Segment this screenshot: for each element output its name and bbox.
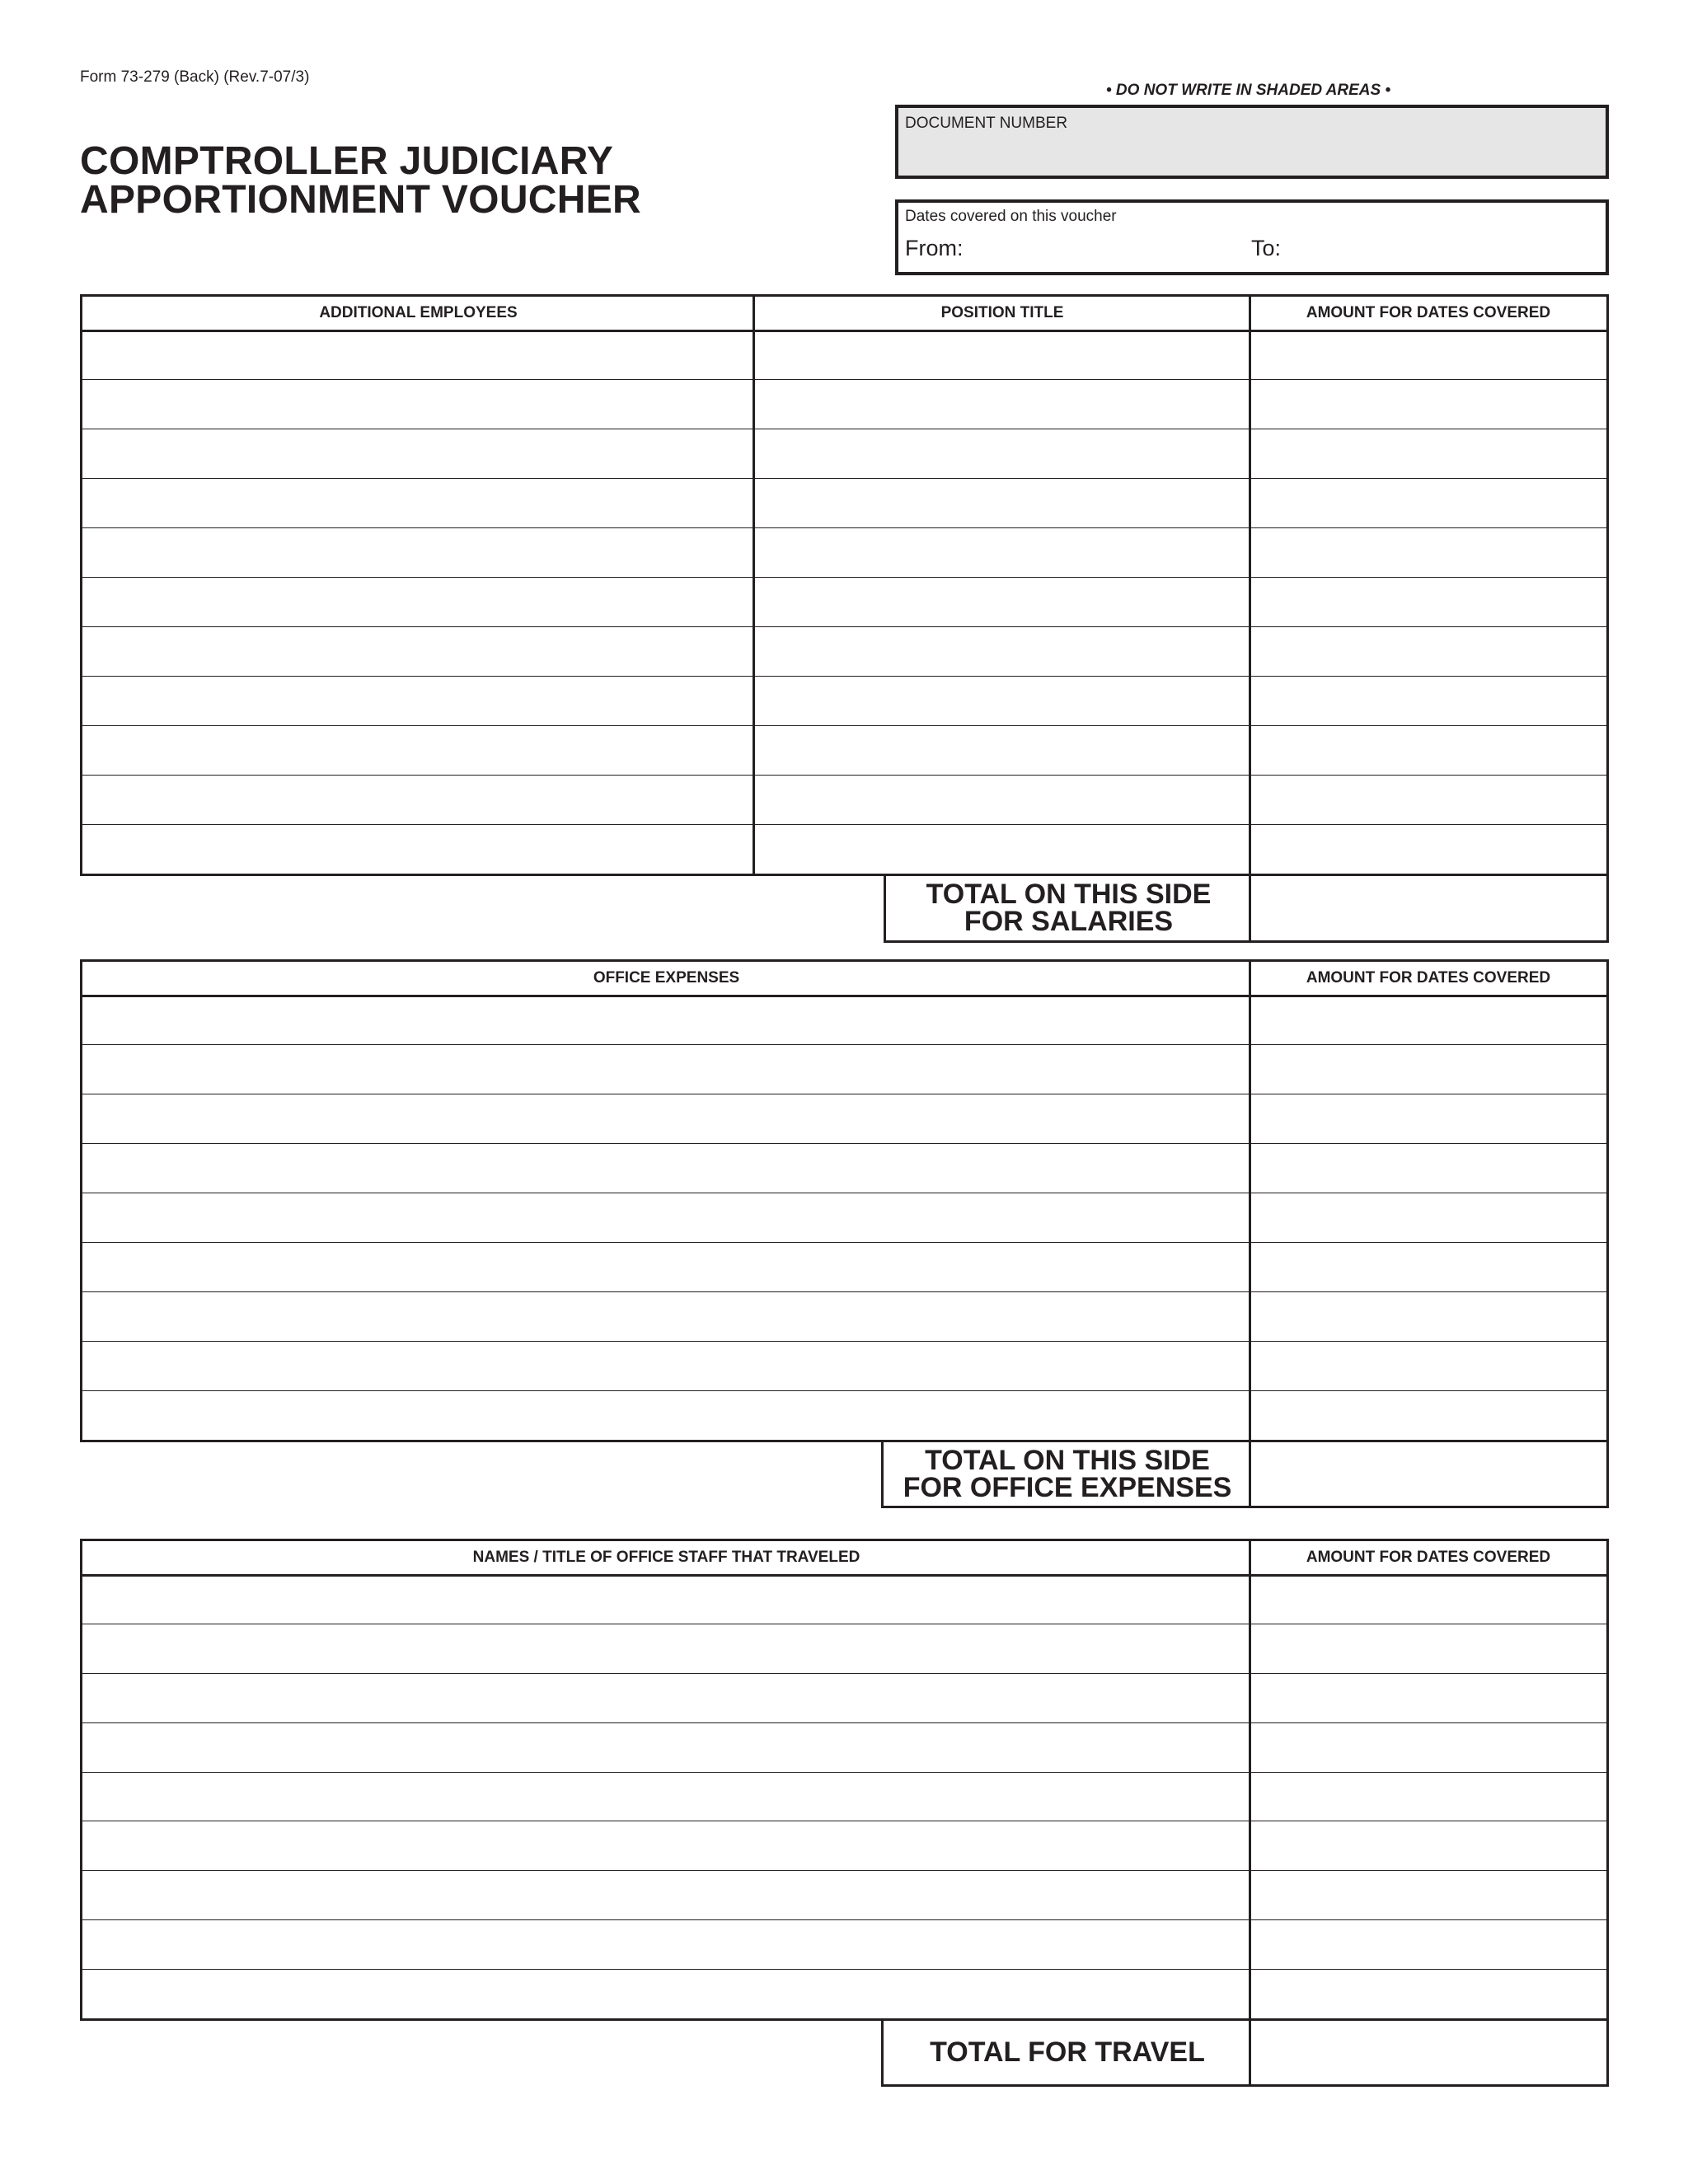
salaries-total-line-2: FOR SALARIES (964, 906, 1174, 937)
salaries-cell-position[interactable] (755, 429, 1249, 478)
travel-cell-amount[interactable] (1251, 1722, 1606, 1772)
salaries-cell-amount[interactable] (1251, 478, 1606, 527)
page-title (80, 139, 641, 222)
form-id: Form 73-279 (Back) (Rev.7-07/3) (80, 68, 310, 86)
salaries-cell-position[interactable] (755, 330, 1249, 379)
travel-cell-staff[interactable] (82, 1870, 1249, 1919)
office-expenses-total-amount-field[interactable] (1251, 1442, 1606, 1506)
salaries-cell-amount[interactable] (1251, 429, 1606, 478)
office-total-line-1: TOTAL ON THIS SIDE (925, 1444, 1210, 1476)
office-expenses-cell-expense[interactable] (82, 1390, 1249, 1440)
office-expenses-cell-amount[interactable] (1251, 1341, 1606, 1390)
office-expenses-cell-expense[interactable] (82, 1193, 1249, 1242)
salaries-cell-position[interactable] (755, 379, 1249, 429)
salaries-cell-position[interactable] (755, 676, 1249, 725)
salaries-cell-amount[interactable] (1251, 527, 1606, 577)
salaries-cell-position[interactable] (755, 577, 1249, 626)
salaries-total-line-1: TOTAL ON THIS SIDE (926, 879, 1212, 910)
title-line-1: COMPTROLLER JUDICIARY (80, 139, 614, 183)
salaries-cell-position[interactable] (755, 775, 1249, 824)
office-expenses-cell-expense[interactable] (82, 1044, 1249, 1094)
office-expenses-cell-amount[interactable] (1251, 1291, 1606, 1341)
salaries-total-box (884, 874, 1609, 943)
travel-cell-staff[interactable] (82, 1574, 1249, 1624)
office-expenses-cell-expense[interactable] (82, 1341, 1249, 1390)
salaries-cell-amount[interactable] (1251, 379, 1606, 429)
dates-covered-label: Dates covered on this voucher (905, 208, 1117, 225)
travel-cell-staff[interactable] (82, 1919, 1249, 1969)
office-total-line-2: FOR OFFICE EXPENSES (903, 1471, 1232, 1503)
travel-cell-staff[interactable] (82, 1673, 1249, 1722)
col-header-amount: AMOUNT FOR DATES COVERED (1306, 1549, 1551, 1566)
travel-cell-staff[interactable] (82, 1772, 1249, 1821)
travel-cell-amount[interactable] (1251, 1969, 1606, 2018)
travel-cell-amount[interactable] (1251, 1574, 1606, 1624)
travel-total-label: TOTAL FOR TRAVEL (930, 2036, 1205, 2068)
to-date-field[interactable]: To: (1251, 236, 1282, 260)
office-expenses-cell-amount[interactable] (1251, 1143, 1606, 1193)
col-header-office-expenses: OFFICE EXPENSES (593, 969, 740, 987)
salaries-cell-amount[interactable] (1251, 577, 1606, 626)
travel-cell-amount[interactable] (1251, 1673, 1606, 1722)
office-expenses-total-label (884, 1442, 1251, 1506)
document-number-field[interactable] (895, 105, 1609, 179)
salaries-total-label (886, 876, 1251, 940)
salaries-cell-employee[interactable] (82, 676, 753, 725)
travel-cell-amount[interactable] (1251, 1821, 1606, 1870)
office-expenses-cell-expense[interactable] (82, 995, 1249, 1044)
salaries-cell-amount[interactable] (1251, 725, 1606, 775)
office-expenses-cell-amount[interactable] (1251, 1193, 1606, 1242)
salaries-cell-employee[interactable] (82, 577, 753, 626)
document-number-label: DOCUMENT NUMBER (905, 115, 1068, 132)
travel-cell-staff[interactable] (82, 1624, 1249, 1673)
travel-cell-staff[interactable] (82, 1821, 1249, 1870)
travel-total-box (881, 2018, 1609, 2087)
col-header-amount: AMOUNT FOR DATES COVERED (1306, 969, 1551, 987)
dates-covered-box (895, 199, 1609, 275)
office-expenses-cell-amount[interactable] (1251, 1390, 1606, 1440)
salaries-cell-amount[interactable] (1251, 626, 1606, 676)
office-expenses-cell-amount[interactable] (1251, 995, 1606, 1044)
col-header-position-title: POSITION TITLE (940, 304, 1064, 321)
salaries-cell-employee[interactable] (82, 775, 753, 824)
travel-cell-amount[interactable] (1251, 1870, 1606, 1919)
travel-cell-amount[interactable] (1251, 1624, 1606, 1673)
salaries-cell-employee[interactable] (82, 527, 753, 577)
salaries-cell-position[interactable] (755, 626, 1249, 676)
salaries-cell-amount[interactable] (1251, 775, 1606, 824)
salaries-cell-position[interactable] (755, 527, 1249, 577)
office-expenses-table (80, 959, 1609, 1442)
salaries-cell-employee[interactable] (82, 824, 753, 874)
travel-table (80, 1539, 1609, 2021)
salaries-cell-position[interactable] (755, 725, 1249, 775)
salaries-cell-employee[interactable] (82, 478, 753, 527)
salaries-cell-position[interactable] (755, 824, 1249, 874)
salaries-cell-employee[interactable] (82, 626, 753, 676)
salaries-cell-employee[interactable] (82, 330, 753, 379)
salaries-cell-amount[interactable] (1251, 676, 1606, 725)
salaries-cell-employee[interactable] (82, 725, 753, 775)
col-header-travel-staff: NAMES / TITLE OF OFFICE STAFF THAT TRAVELED (472, 1549, 860, 1566)
salaries-cell-employee[interactable] (82, 429, 753, 478)
office-expenses-cell-amount[interactable] (1251, 1094, 1606, 1143)
travel-total-amount-field[interactable] (1251, 2021, 1606, 2084)
office-expenses-cell-expense[interactable] (82, 1291, 1249, 1341)
travel-cell-staff[interactable] (82, 1722, 1249, 1772)
office-expenses-cell-amount[interactable] (1251, 1242, 1606, 1291)
salaries-cell-position[interactable] (755, 478, 1249, 527)
col-header-additional-employees: ADDITIONAL EMPLOYEES (319, 304, 518, 321)
salaries-cell-amount[interactable] (1251, 330, 1606, 379)
shaded-area-notice: • DO NOT WRITE IN SHADED AREAS • (1106, 82, 1391, 99)
office-expenses-cell-amount[interactable] (1251, 1044, 1606, 1094)
office-expenses-cell-expense[interactable] (82, 1143, 1249, 1193)
from-date-field[interactable]: From: (905, 236, 964, 260)
salaries-cell-employee[interactable] (82, 379, 753, 429)
salaries-total-amount-field[interactable] (1251, 876, 1606, 940)
office-expenses-cell-expense[interactable] (82, 1242, 1249, 1291)
salaries-table (80, 294, 1609, 876)
travel-cell-staff[interactable] (82, 1969, 1249, 2018)
travel-cell-amount[interactable] (1251, 1772, 1606, 1821)
office-expenses-cell-expense[interactable] (82, 1094, 1249, 1143)
office-expenses-total-box (881, 1440, 1609, 1508)
travel-cell-amount[interactable] (1251, 1919, 1606, 1969)
col-header-amount: AMOUNT FOR DATES COVERED (1306, 304, 1551, 321)
salaries-cell-amount[interactable] (1251, 824, 1606, 874)
title-line-2: APPORTIONMENT VOUCHER (80, 178, 641, 222)
